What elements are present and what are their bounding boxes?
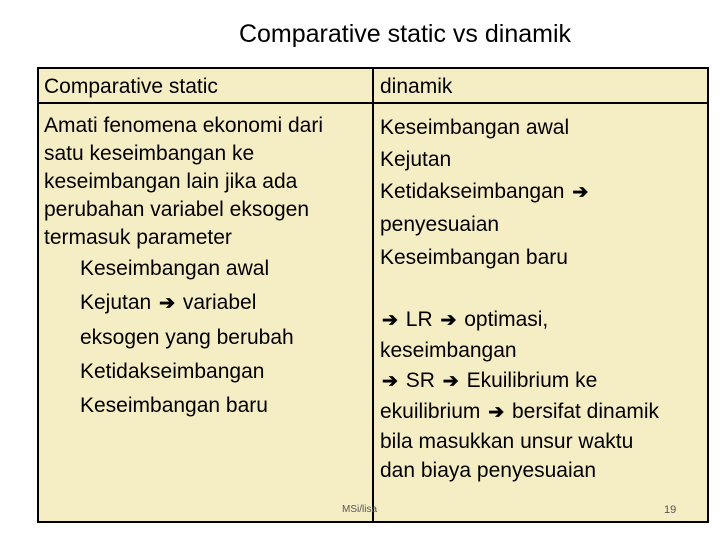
sr-label: SR xyxy=(405,369,435,392)
right-arrow-icon: ➔ xyxy=(382,310,398,331)
left-intro-line: satu keseimbangan ke xyxy=(44,142,255,165)
right-arrow-icon: ➔ xyxy=(442,371,459,392)
sr-note-cont: dan biaya penyesuaian xyxy=(380,459,597,482)
left-list-text: Kejutan xyxy=(80,291,152,314)
right-arrow-icon: ➔ xyxy=(440,310,457,331)
left-intro-line: Amati fenomena ekonomi dari xyxy=(44,114,323,137)
slide-title: Comparative static vs dinamik xyxy=(238,20,572,48)
left-column-content xyxy=(44,112,369,423)
header-comparative-static: Comparative static xyxy=(44,75,218,98)
right-list-item: Keseimbangan awal xyxy=(380,116,570,139)
footer-author: MSi/lisa xyxy=(342,504,378,515)
left-list-item: Ketidakseimbangan xyxy=(80,360,265,383)
column-divider xyxy=(372,69,374,521)
left-intro-line: termasuk parameter xyxy=(44,226,232,249)
page-number: 19 xyxy=(664,504,677,516)
sr-note-cont: bila masukkan unsur waktu xyxy=(380,430,634,453)
left-list-item: eksogen yang berubah xyxy=(80,326,294,349)
right-arrow-icon: ➔ xyxy=(159,293,175,314)
sr-text: ekuilibrium xyxy=(380,400,481,423)
right-list-item xyxy=(380,176,705,209)
lr-text: optimasi, xyxy=(464,308,549,331)
right-list-text: Ketidakseimbangan xyxy=(380,180,565,203)
left-intro-line: keseimbangan lain jika ada xyxy=(44,170,298,193)
left-list-item xyxy=(44,286,369,321)
right-list-item: Keseimbangan baru xyxy=(380,246,568,269)
sr-note xyxy=(380,366,705,397)
lr-note xyxy=(380,305,705,336)
comparison-table xyxy=(37,67,709,523)
right-column-content xyxy=(380,112,705,485)
left-intro-line: perubahan variabel eksogen xyxy=(44,198,310,221)
left-list-item: Keseimbangan awal xyxy=(80,257,270,280)
lr-note-cont: keseimbangan xyxy=(380,339,517,362)
right-arrow-icon: ➔ xyxy=(488,402,505,423)
right-arrow-icon: ➔ xyxy=(382,371,398,392)
sr-text: bersifat dinamik xyxy=(511,400,660,423)
lr-label: LR xyxy=(405,308,433,331)
right-list-item: penyesuaian xyxy=(380,213,500,236)
left-list-text: variabel xyxy=(182,291,257,314)
left-list-item: Keseimbangan baru xyxy=(80,394,268,417)
right-list-item: Kejutan xyxy=(380,148,452,171)
header-dinamik: dinamik xyxy=(380,75,453,98)
sr-note-cont xyxy=(380,397,705,427)
header-divider xyxy=(39,102,707,104)
sr-text: Ekuilibrium ke xyxy=(466,369,598,392)
right-arrow-icon: ➔ xyxy=(572,182,589,203)
